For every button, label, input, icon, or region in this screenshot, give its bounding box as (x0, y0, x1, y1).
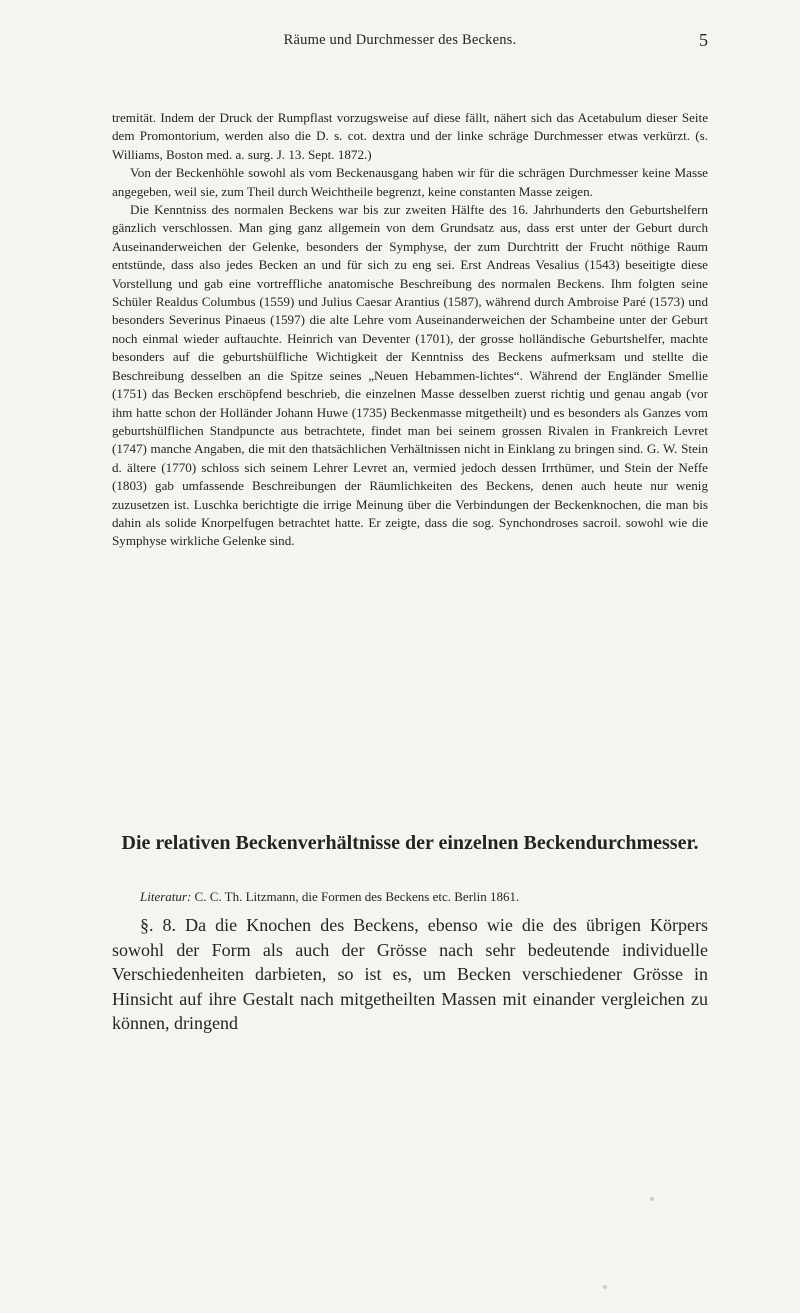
paper-speck (603, 1285, 607, 1289)
literature-citation: C. C. Th. Litzmann, die Formen des Beckens etc. Berlin 1861. (194, 889, 520, 904)
paragraph: Die Kenntniss des normalen Beckens war bis zur zweiten Hälfte des 16. Jahrhunderts den Geburtshelfern gänzlich verschlossen. Man ging ganz allgemein von dem Grundsatz aus, dass erst unter der Geburt durch Auseinanderweichen der Gelenke, besonders der Symphyse, der zum Durchtritt der Frucht nöthige Raum entstünde, dass also jedes Becken an und für sich zu eng sei. Erst Andreas Vesalius (1543) beseitigte diese Vorstellung und gab eine vortreffliche anatomische Beschreibung des normalen Beckens. Ihm folgten seine Schüler Realdus Columbus (1559) und Julius Caesar Arantius (1587), während durch Ambroise Paré (1573) und besonders Severinus Pinaeus (1597) die alte Lehre vom Auseinanderweichen der Schambeine unter der Geburt noch einmal wieder auftauchte. Heinrich van Deventer (1701), der grosse holländische Geburtshelfer, machte besonders auf die geburtshülfliche Wichtigkeit der Kenntniss des Beckens aufmerksam und stellte die Beschreibung desselben an die Spitze seines „Neuen Hebammen-lichtes“. Während der Engländer Smellie (1751) das Becken erschöpfend beschrieb, die einzelnen Masse desselben zuerst richtig und genau angab (vor ihm hatte schon der Holländer Johann Huwe (1735) Beckenmasse mitgetheilt) und es besonders als Ganzes vom geburtshülflichen Standpuncte aus betrachtete, findet man bei seinem grossen Rivalen in Frankreich Levret (1747) manche Angaben, die mit den thatsächlichen Verhältnissen nicht in Einklang zu bringen sind. G. W. Stein d. ältere (1770) schloss sich seinem Lehrer Levret an, vermied jedoch dessen Irrthümer, und Stein der Neffe (1803) gab umfassende Beschreibungen der Räumlichkeiten des Beckens, denen auch heute nur wenig zuzusetzen ist. Luschka berichtigte die irrige Meinung über die Verbindungen der Beckenknochen, die man bis dahin als solide Knorpelfugen betrachtet hatte. Er zeigte, dass die sog. Synchondroses sacroil. sowohl wie die Symphyse wirkliche Gelenke sind. (112, 202, 708, 549)
literature-reference (140, 888, 708, 906)
section-heading: Die relativen Beckenverhältnisse der einzelnen Beckendurchmesser. (121, 832, 699, 854)
paragraph: Von der Beckenhöhle sowohl als vom Beckenausgang haben wir für die schrägen Durchmesser keine Masse angegeben, weil sie, zum Theil durch Weichtheile begrenzt, keine constanten Masse zeigen. (112, 165, 708, 199)
paper-speck (650, 1197, 654, 1201)
running-head: Räume und Durchmesser des Beckens. (283, 32, 517, 48)
paragraph: tremität. Indem der Druck der Rumpflast vorzugsweise auf diese fällt, nähert sich das Acetabulum dieser Seite dem Promontorium, werden also die D. s. cot. dextra und der linke schräge Durchmesser etwas verkürzt. (s. Williams, Boston med. a. surg. J. 13. Sept. 1872.) (112, 110, 708, 162)
page-number: 5 (699, 30, 708, 50)
body-text (112, 109, 708, 551)
section-paragraph: §. 8. Da die Knochen des Beckens, ebenso wie die des übrigen Körpers sowohl der Form als auch der Grösse nach sehr bedeutende individuelle Verschiedenheiten darbieten, so ist es, um Becken verschiedener Grösse in Hinsicht auf ihre Gestalt nach mitgetheilten Massen mit einander vergleichen zu können, dringend (112, 915, 708, 1033)
literature-label: Literatur: (140, 889, 192, 904)
